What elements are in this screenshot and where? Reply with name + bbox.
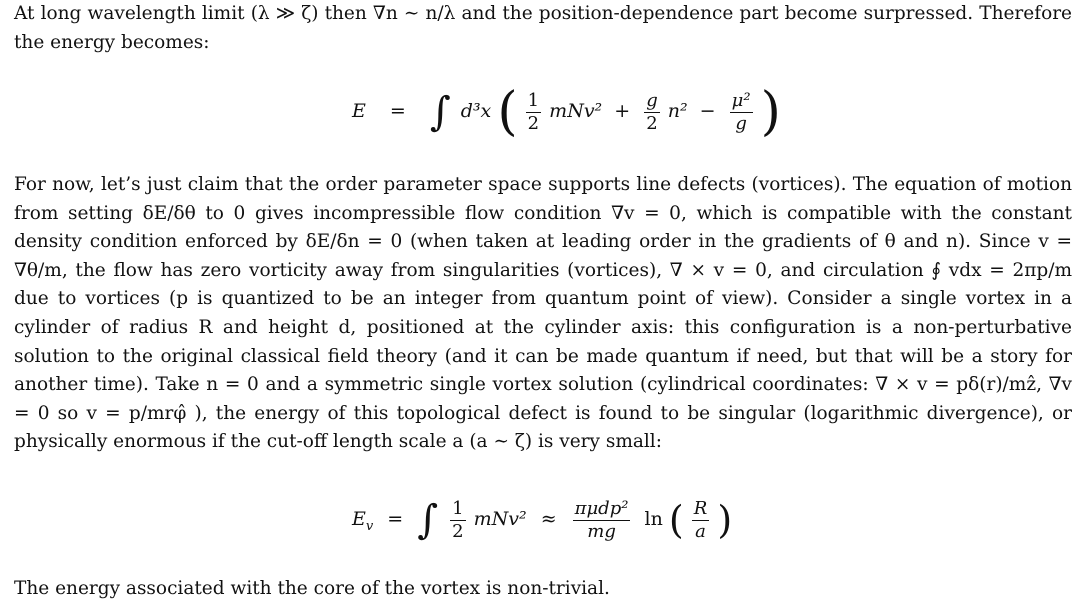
eq1-frac-g-den: 2	[646, 112, 658, 134]
eq1-integral: ∫	[429, 89, 451, 135]
eq1-lhs: E	[352, 100, 366, 122]
eq1-equals: =	[389, 100, 406, 122]
eq2-kinetic: mNv²	[473, 508, 527, 530]
eq2-close-paren: )	[717, 498, 733, 542]
intro-paragraph: At long wavelength limit (λ ≫ ζ) then ∇n ∼ n/λ and the position-dependence part become surpressed. Therefore the energy becomes:	[14, 3, 1072, 53]
eq1-open-paren: (	[497, 82, 518, 142]
eq1-frac-mu	[730, 90, 753, 135]
eq1-density: n²	[667, 100, 688, 122]
eq1-frac-mu-den: g	[735, 112, 747, 134]
eq1-frac-half	[526, 90, 541, 135]
eq2-frac-ratio	[692, 498, 710, 543]
eq2-frac-half-num: 1	[452, 497, 464, 519]
energy-equation	[352, 82, 781, 142]
eq2-open-paren: (	[668, 498, 684, 542]
eq2-frac-half-den: 2	[452, 520, 464, 542]
eq2-lhs: E	[352, 508, 366, 530]
eq2-approx: ≈	[540, 508, 557, 530]
eq1-frac-g-num: g	[646, 89, 658, 111]
eq1-close-paren: )	[760, 82, 781, 142]
eq2-frac-energy-den: mg	[587, 520, 616, 542]
eq1-minus: −	[699, 100, 716, 122]
closing-paragraph: The energy associated with the core of the vortex is non-trivial.	[14, 578, 610, 599]
eq1-frac-half-num: 1	[527, 89, 540, 111]
eq2-frac-energy-num: πμdp²	[574, 497, 629, 519]
eq2-integral: ∫	[417, 497, 439, 543]
eq2-frac-energy	[573, 498, 631, 543]
vortex-paragraph: For now, let’s just claim that the order parameter space supports line defects (vortices). The equation of motion from setting δE/δθ to 0 gives incompressible flow condition ∇v = 0, which is compatible with the constant density condition enforced by δE/δn = 0 (when taken at leading order in the gradients of θ and n). Since v = ∇θ/m, the flow has zero vorticity away from singularities (vortices), ∇ × v = 0, and circulation ∮ vdx = 2πp/m due to vortices (p is quantized to be an integer from quantum point of view). Consider a single vortex in a cylinder of radius R and height d, positioned at the cylinder axis: this configuration is a non-perturbative solution to the original classical field theory (and it can be made quantum if need, but that will be a story for another time). Take n = 0 and a symmetric single vortex solution (cylindrical coordinates: ∇ × v = pδ(r)/mẑ, ∇v = 0 so v = p/mrφ̂ ), the energy of this topological defect is found to be singular (logarithmic divergence), or physically enormous if the cut-off length scale a (a ∼ ζ) is very small:	[14, 174, 1072, 453]
eq1-kinetic: mNv²	[549, 100, 603, 122]
eq2-ln: ln	[644, 508, 663, 530]
eq1-frac-mu-num: μ²	[731, 89, 751, 111]
eq2-frac-ratio-num: R	[693, 497, 708, 519]
eq1-frac-half-den: 2	[527, 112, 540, 134]
eq1-frac-g	[644, 90, 660, 135]
eq2-equals: =	[387, 508, 404, 530]
eq2-frac-ratio-den: a	[695, 520, 706, 542]
eq2-lhs-sub: v	[365, 518, 374, 534]
eq1-plus: +	[614, 100, 631, 122]
eq2-frac-half	[450, 498, 465, 543]
eq1-measure: d³x	[460, 100, 492, 122]
vortex-energy-equation	[352, 497, 732, 543]
